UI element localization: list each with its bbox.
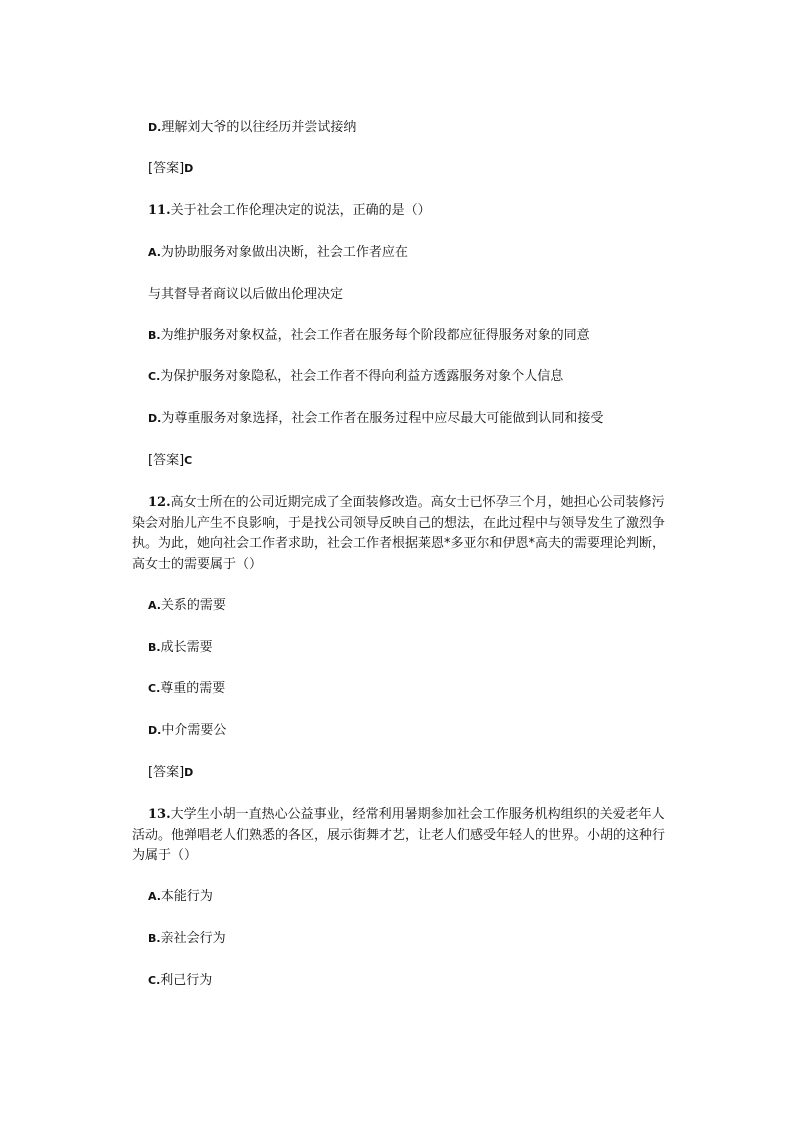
option-label: C. [148,370,161,383]
q11-option-c [148,369,563,385]
option-text: 本能行为 [160,889,213,904]
q11-stem [148,203,431,219]
option-text: 理解刘大爷的以往经历并尝试接纳 [161,120,357,135]
question-number: 12. [148,495,171,510]
q10-option-d [148,120,356,136]
q12-option-a [148,598,226,614]
option-text: 与其督导者商议以后做出伦理决定 [148,287,344,302]
option-text: 为保护服务对象隐私，社会工作者不得向利益方透露服务对象个人信息 [160,369,564,384]
q12-option-d [148,723,226,739]
option-label: A. [148,599,161,612]
option-label: D. [148,724,162,737]
answer-prefix: [答案] [148,161,185,176]
option-label: B. [148,932,161,945]
option-text: 关系的需要 [160,598,226,613]
option-label: A. [148,246,161,259]
answer-value: D [184,766,194,779]
question-number: 11. [148,203,171,218]
option-text: 为尊重服务对象选择，社会工作者在服务过程中应尽最大可能做到认同和接受 [161,411,604,426]
q12-answer [148,765,193,781]
option-label: B. [148,641,161,654]
option-text: 利己行为 [160,973,213,988]
question-number: 13. [148,807,171,822]
q11-option-a-cont [148,287,343,303]
option-text: 亲社会行为 [160,931,226,946]
q11-option-d [148,411,603,427]
option-label: A. [148,890,161,903]
option-text: 尊重的需要 [160,681,226,696]
option-text: 为协助服务对象做出决断，社会工作者应在 [160,245,408,260]
option-text: 中介需要公 [161,723,227,738]
answer-prefix: [答案] [148,453,185,468]
question-text: 关于社会工作伦理决定的说法，正确的是（） [170,203,431,218]
q11-option-a [148,245,408,261]
q11-answer [148,453,192,469]
q10-answer [148,161,193,177]
answer-value: D [184,162,194,175]
option-text: 成长需要 [160,640,213,655]
q12-option-c [148,681,225,697]
q11-option-b [148,328,590,344]
q12-stem [132,493,672,575]
question-text: 高女士所在的公司近期完成了全面装修改造。高女士已怀孕三个月，她担心公司装修污染会对胎儿产生不良影响，于是找公司领导反映自己的想法，在此过程中与领导发生了激烈争执。为此，她向社会工作者求助，社会工作者根据莱恩*多亚尔和伊恩*高夫的需要理论判断，高女士的需要属于（） [132,495,666,572]
option-label: D. [148,412,162,425]
option-label: B. [148,329,161,342]
option-label: C. [148,682,161,695]
q12-option-b [148,640,213,656]
answer-value: C [184,454,193,467]
q13-option-b [148,931,226,947]
option-label: D. [148,121,162,134]
answer-prefix: [答案] [148,765,185,780]
q13-stem [132,805,672,867]
q13-option-c [148,973,212,989]
question-text: 大学生小胡一直热心公益事业，经常利用暑期参加社会工作服务机构组织的关爱老年人活动。他弹唱老人们熟悉的各区，展示街舞才艺，让老人们感受年轻人的世界。小胡的这种行为属于（） [132,807,666,863]
q13-option-a [148,889,213,905]
option-label: C. [148,974,161,987]
option-text: 为维护服务对象权益，社会工作者在服务每个阶段都应征得服务对象的同意 [160,328,590,343]
